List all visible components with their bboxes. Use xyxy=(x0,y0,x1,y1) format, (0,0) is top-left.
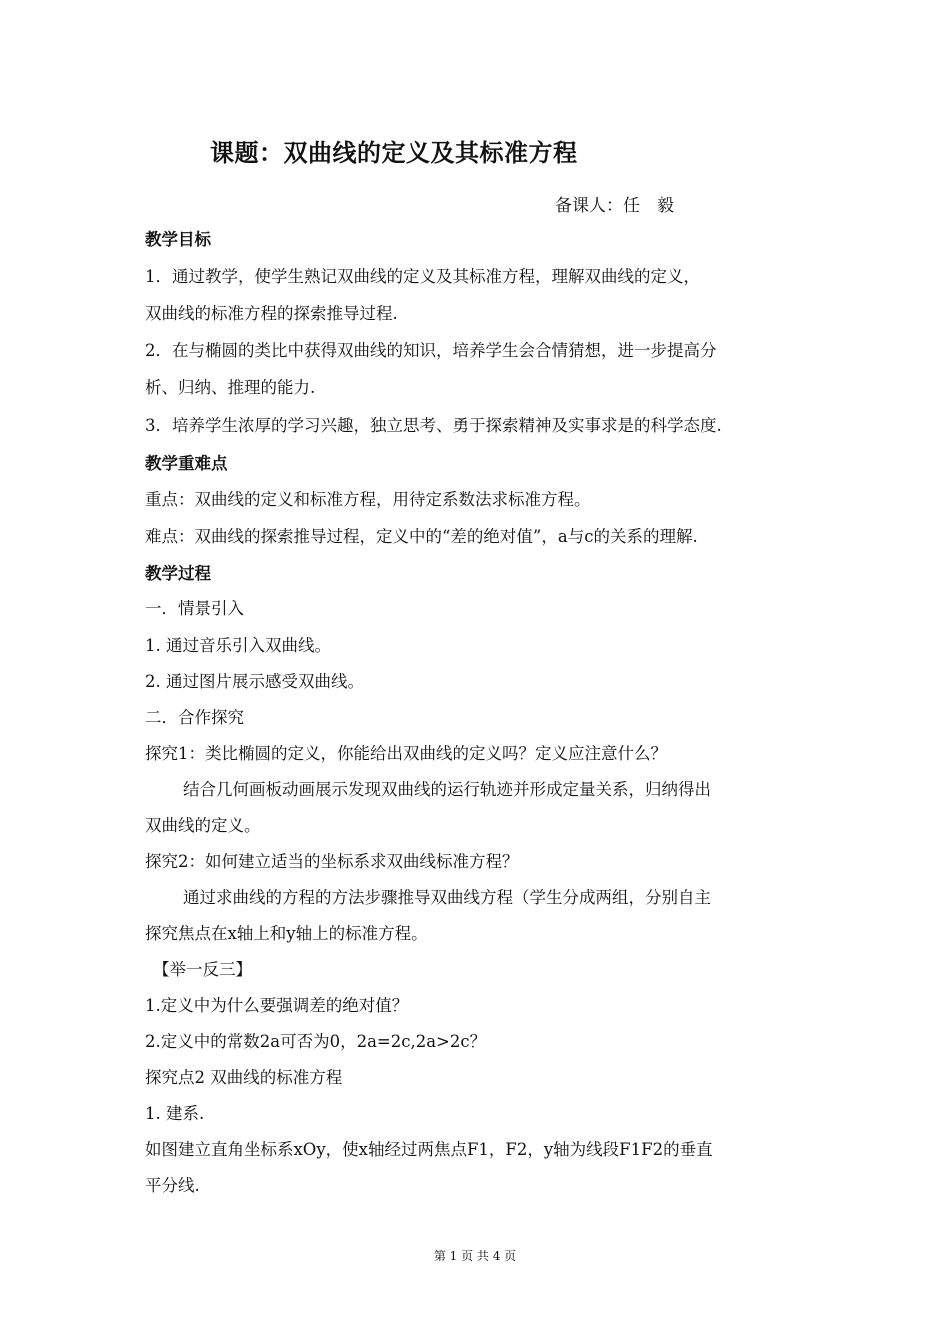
explore-1-text-line-1: 结合几何画板动画展示发现双曲线的运行轨迹并形成定量关系，归纳得出 xyxy=(183,780,711,799)
explore-2-text-line-1: 通过求曲线的方程的方法步骤推导双曲线方程（学生分成两组，分别自主 xyxy=(183,888,711,907)
key-point: 重点：双曲线的定义和标准方程，用待定系数法求标准方程。 xyxy=(145,490,591,509)
extension-heading: 【举一反三】 xyxy=(153,960,252,979)
keypoints-heading: 教学重难点 xyxy=(145,454,228,473)
objective-1-line-2: 双曲线的标准方程的探索推导过程. xyxy=(145,304,398,323)
document-title: 课题：双曲线的定义及其标准方程 xyxy=(210,138,578,167)
explore-2-text-line-2: 探究焦点在x轴上和y轴上的标准方程。 xyxy=(145,924,428,943)
step-1-text-line-1: 如图建立直角坐标系xOy，使x轴经过两焦点F1，F2，y轴为线段F1F2的垂直 xyxy=(145,1140,713,1159)
step-1: 1. 建系. xyxy=(145,1104,205,1123)
objectives-heading: 教学目标 xyxy=(145,230,211,249)
objective-2-line-2: 析、归纳、推理的能力. xyxy=(145,378,316,397)
extension-question-2: 2.定义中的常数2a可否为0，2a=2c,2a>2c？ xyxy=(145,1032,487,1051)
step-1-text-line-2: 平分线. xyxy=(145,1176,200,1195)
difficult-point: 难点：双曲线的探索推导过程，定义中的“差的绝对值”，a与c的关系的理解. xyxy=(145,527,698,546)
extension-question-1: 1.定义中为什么要强调差的绝对值？ xyxy=(145,996,409,1015)
author-line: 备课人：任 毅 xyxy=(555,196,674,216)
page-footer: 第 1 页 共 4 页 xyxy=(433,1249,517,1263)
explore-1-text-line-2: 双曲线的定义。 xyxy=(145,816,261,835)
process-heading: 教学过程 xyxy=(145,564,211,583)
objective-1-line-1: 1．通过教学，使学生熟记双曲线的定义及其标准方程，理解双曲线的定义， xyxy=(145,267,700,286)
explore-1: 探究1：类比椭圆的定义，你能给出双曲线的定义吗？定义应注意什么？ xyxy=(145,744,667,763)
part-1-item-1: 1. 通过音乐引入双曲线。 xyxy=(145,636,331,655)
explore-2: 探究2：如何建立适当的坐标系求双曲线标准方程？ xyxy=(145,852,519,871)
objective-3: 3．培养学生浓厚的学习兴趣，独立思考、勇于探索精神及实事求是的科学态度. xyxy=(145,416,722,435)
explore-point-2: 探究点2 双曲线的标准方程 xyxy=(145,1068,343,1087)
part-1-heading: 一．情景引入 xyxy=(145,599,244,618)
objective-2-line-1: 2．在与椭圆的类比中获得双曲线的知识，培养学生会合情猜想，进一步提高分 xyxy=(145,341,717,360)
part-2-heading: 二．合作探究 xyxy=(145,708,244,727)
part-1-item-2: 2. 通过图片展示感受双曲线。 xyxy=(145,672,364,691)
